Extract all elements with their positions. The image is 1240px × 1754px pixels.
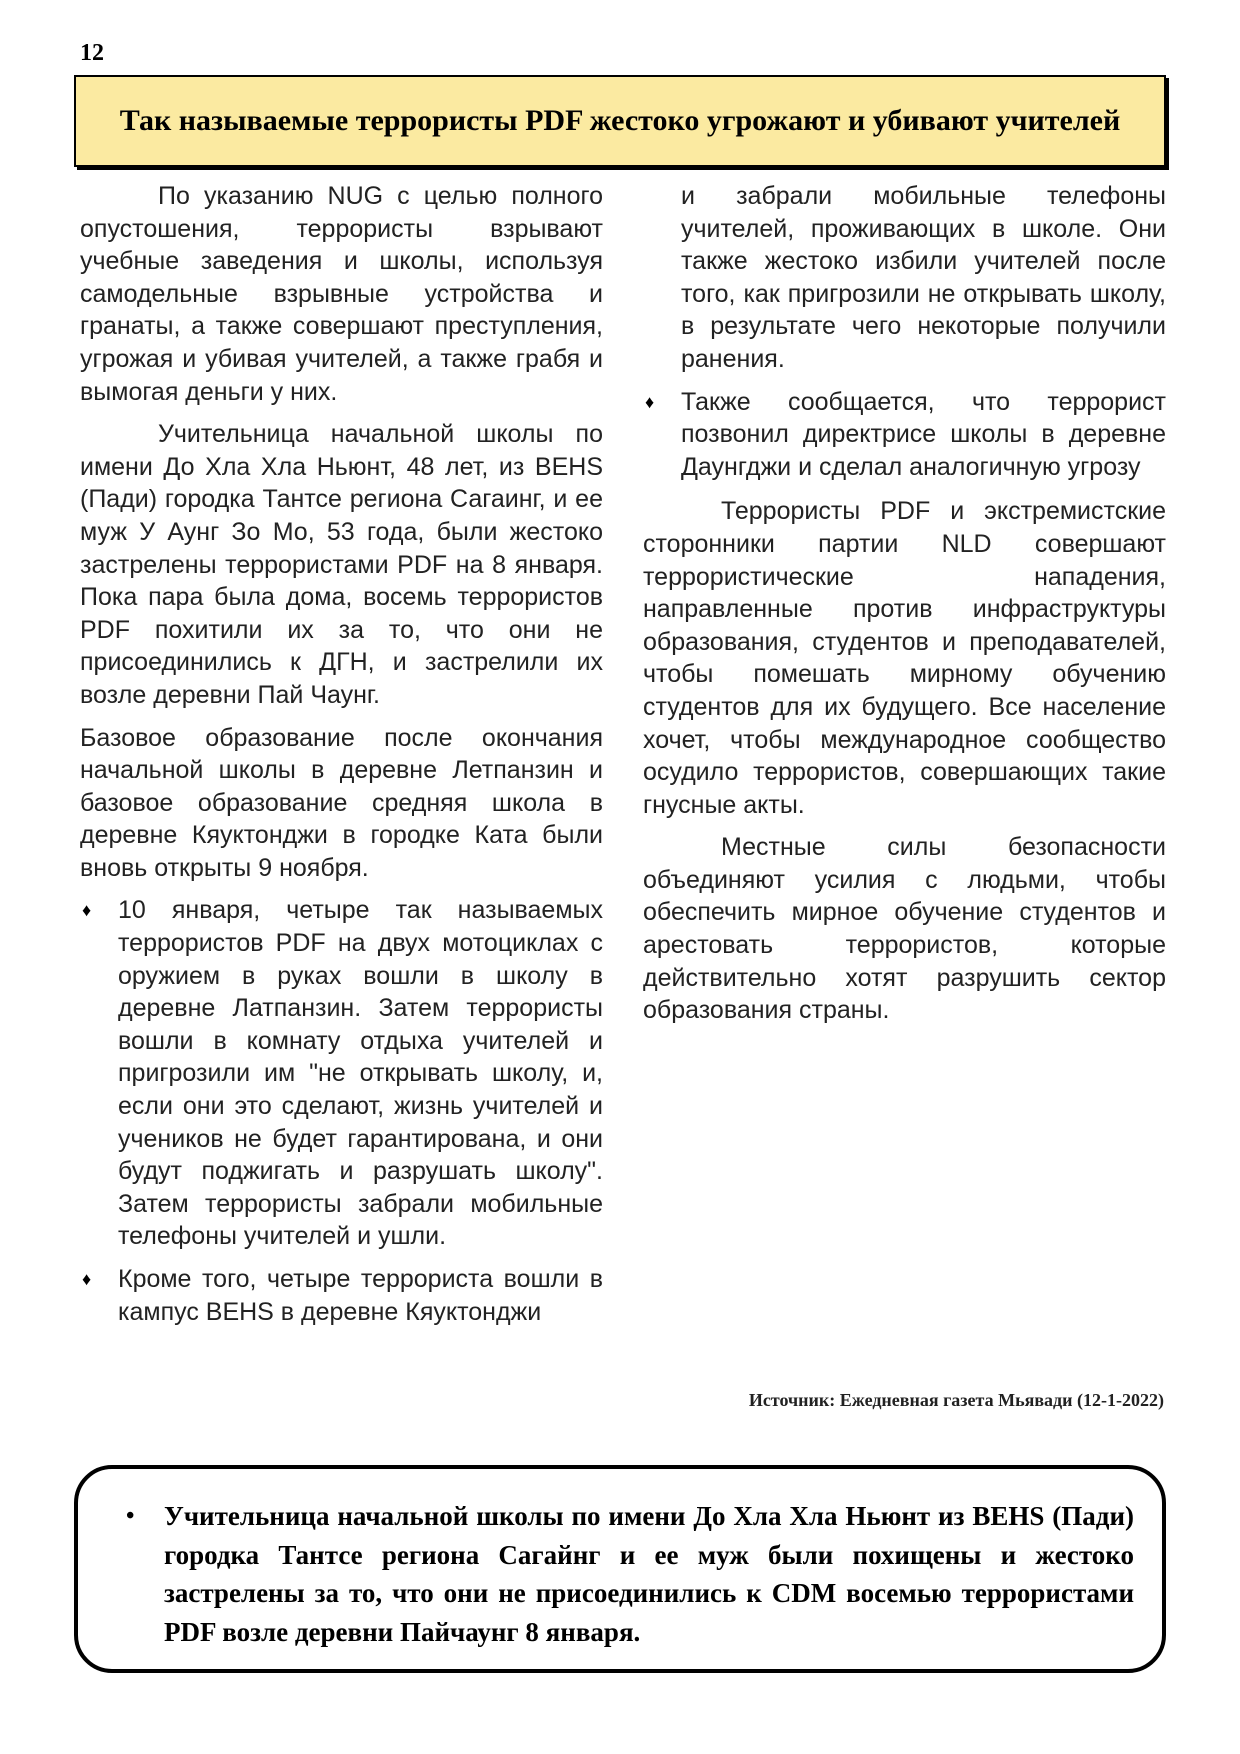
bullet-text: 10 января, четыре так называемых террористов PDF на двух мотоциклах с оружием в руках вошли в школу в деревне Латпанзин. Затем террористы вошли в комнату отдыха учителей и пригрозили им "не открывать школу, и, если они это сделают, жизнь учителей и учеников не будет гарантирована, и они будут поджигать и разрушать школу". Затем террористы забрали мобильные телефоны учителей и ушли. bbox=[118, 896, 603, 1251]
diamond-bullet-icon: ♦ bbox=[82, 1269, 92, 1289]
left-bullet-list bbox=[80, 894, 603, 1328]
right-paragraph-2: Местные силы безопасности объединяют усилия с людьми, чтобы обеспечить мирное обучение студентов и арестовать террористов, которые действительно хотят разрушить сектор образования страны. bbox=[643, 833, 1166, 1025]
right-bullet-list bbox=[643, 386, 1166, 484]
list-item bbox=[643, 386, 1166, 484]
page-title: Так называемые террористы PDF жестоко угрожают и убивают учителей bbox=[119, 104, 1121, 137]
title-box bbox=[74, 75, 1166, 167]
list-item bbox=[80, 894, 603, 1253]
list-item bbox=[80, 1263, 603, 1328]
left-paragraph-2: Учительница начальной школы по имени До Хла Хла Ньюнт, 48 лет, из BEHS (Пади) городка Тантсе региона Сагаинг, и ее муж У Аунг Зо Мо, 53 года, были жестоко застрелены террористами PDF на 8 января. Пока пара была дома, восемь террористов PDF похитили их за то, что они не присоединились к ДГН, и застрелили их возле деревни Пай Чаунг. bbox=[80, 420, 603, 709]
source-citation: Источник: Ежедневная газета Мьявади (12-1-2022) bbox=[748, 1390, 1164, 1410]
bullet-text: Также сообщается, что террорист позвонил директрисе школы в деревне Даунгджи и сделал аналогичную угрозу bbox=[681, 387, 1166, 481]
callout-box bbox=[74, 1465, 1166, 1673]
left-column bbox=[80, 180, 603, 1340]
bullet-text: Кроме того, четыре террориста вошли в кампус BEHS в деревне Кяуктонджи bbox=[118, 1265, 603, 1326]
right-paragraph-1: Террористы PDF и экстремистские сторонники партии NLD совершают террористические нападения, направленные против инфраструктуры образования, студентов и преподавателей, чтобы помешать мирному обучению студентов для их будущего. Все население хочет, чтобы международное сообщество осудило террористов, совершающих такие гнусные акты. bbox=[643, 497, 1166, 819]
bullet-continuation: и забрали мобильные телефоны учителей, проживающих в школе. Они также жестоко избили учителей после того, как пригрозили не открывать школу, в результате чего некоторые получили ранения. bbox=[681, 182, 1166, 373]
right-column bbox=[643, 180, 1166, 1037]
diamond-bullet-icon: ♦ bbox=[645, 391, 655, 412]
left-paragraph-1: По указанию NUG с целью полного опустошения, террористы взрывают учебные заведения и школы, используя самодельные взрывные устройства и гранаты, а также совершают преступления, угрожая и убивая учителей, а также грабя и вымогая деньги у них. bbox=[80, 182, 603, 406]
round-bullet-icon: • bbox=[126, 1503, 135, 1529]
page-number: 12 bbox=[80, 40, 104, 66]
callout-item bbox=[126, 1497, 1134, 1651]
callout-text: Учительница начальной школы по имени До Хла Хла Ньюнт из BEHS (Пади) городка Тантсе региона Сагайнг и ее муж были похищены и жестоко застрелены за то, что они не присоединились к CDM восемью террористами PDF возле деревни Пайчаунг 8 января. bbox=[164, 1501, 1134, 1647]
diamond-bullet-icon: ♦ bbox=[82, 900, 92, 921]
left-paragraph-3: Базовое образование после окончания начальной школы в деревне Летпанзин и базовое образование средняя школа в деревне Кяуктонджи в городке Ката были вновь открыты 9 ноября. bbox=[80, 723, 603, 882]
